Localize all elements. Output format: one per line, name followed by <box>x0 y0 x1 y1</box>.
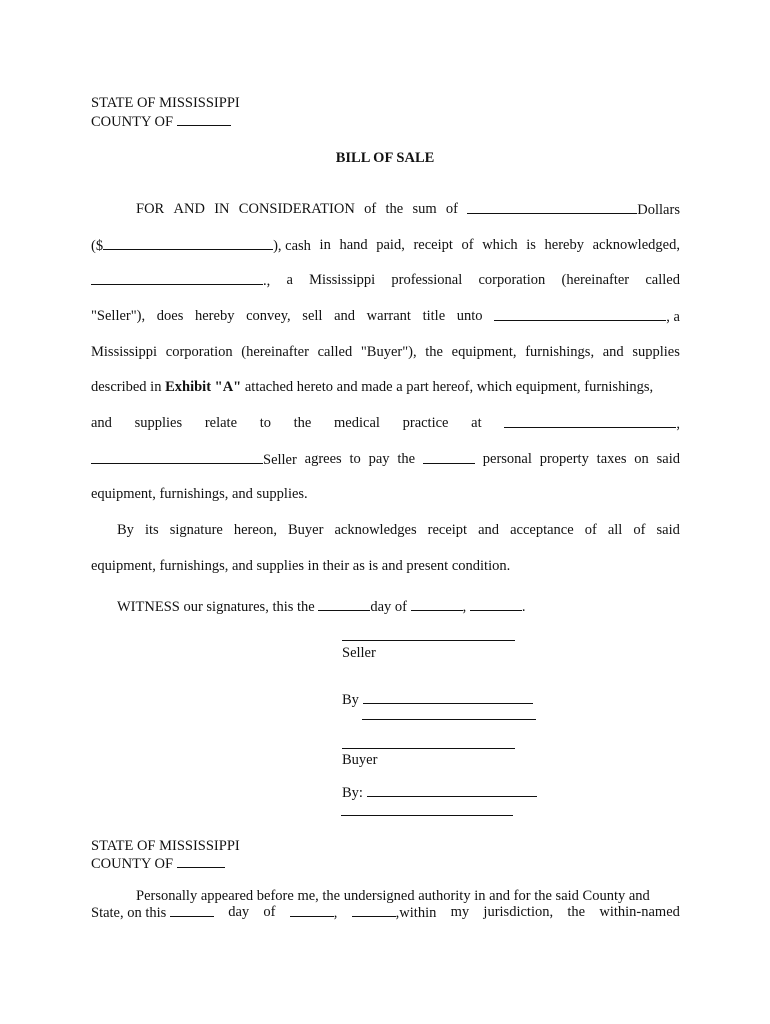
l2-w8: hereby <box>544 237 584 253</box>
l5-w9: supplies <box>632 344 680 360</box>
p2-w5: acknowledges <box>334 522 417 538</box>
body-line-4 <box>91 307 680 326</box>
l1-end: Dollars <box>637 202 680 218</box>
l3-w6: called <box>645 272 680 288</box>
notary-month-blank[interactable] <box>290 903 334 917</box>
l8-w7: taxes <box>596 451 627 467</box>
l3-w1: a <box>286 272 293 288</box>
l4-end: , a <box>666 309 680 325</box>
l4-w7: title <box>422 308 446 324</box>
l2-w7: is <box>526 237 536 253</box>
l3-w2: Mississippi <box>309 272 376 288</box>
tax-year-blank[interactable] <box>423 450 475 464</box>
l8-w0: Seller <box>263 452 297 468</box>
l4-w4: sell <box>302 308 323 324</box>
p2-w6: receipt <box>427 522 468 538</box>
l7-w4: the <box>293 415 312 431</box>
witness-a: WITNESS our signatures, this the <box>117 599 315 615</box>
l7-w3: to <box>259 415 271 431</box>
document-title: BILL OF SALE <box>335 150 435 166</box>
n2-w8: within-named <box>599 904 680 920</box>
buyer-signature-line[interactable] <box>342 748 515 749</box>
l7-w2: relate <box>204 415 238 431</box>
p2-w8: acceptance <box>510 522 574 538</box>
p2-w4: Buyer <box>287 522 324 538</box>
buyer-name-blank[interactable] <box>494 307 666 321</box>
buyer-title-line[interactable] <box>341 815 513 816</box>
seller-by-row <box>342 690 533 709</box>
l8-w8: on <box>634 451 649 467</box>
p2-w7: and <box>478 522 500 538</box>
l1-w5: the <box>385 201 404 217</box>
n2-w1: day <box>228 904 250 920</box>
body-line-2 <box>91 236 680 255</box>
body-line-6 <box>91 378 653 396</box>
l2-w6: which <box>482 237 518 253</box>
witness-c: , <box>462 599 467 615</box>
buyer-by-row <box>342 783 537 802</box>
p2-w10: all <box>607 522 623 538</box>
l6-a: described in <box>91 379 162 395</box>
l1-w2: IN <box>214 201 230 217</box>
p2-w0: By <box>117 522 134 538</box>
buyer-label: Buyer <box>342 752 378 768</box>
l6-b: attached hereto and made a part hereof, which equipment, furnishings, <box>244 379 654 395</box>
seller-by-blank[interactable] <box>363 690 533 704</box>
l1-w3: CONSIDERATION <box>238 201 355 217</box>
l7-w7: at <box>471 415 482 431</box>
l5-w1: corporation <box>165 344 233 360</box>
l5-w3: called <box>317 344 353 360</box>
l4-w6: warrant <box>366 308 411 324</box>
l8-w1: agrees <box>304 451 342 467</box>
seller-label: Seller <box>342 645 376 661</box>
l1-w6: sum <box>412 201 437 217</box>
l8-w2: to <box>349 451 361 467</box>
l7-end: , <box>676 416 680 432</box>
n2-w4: ,within <box>395 905 437 921</box>
header-state: STATE OF MISSISSIPPI <box>91 95 240 111</box>
l5-w6: equipment, <box>451 344 517 360</box>
buyer-by-blank[interactable] <box>367 783 537 797</box>
l2-w9: acknowledged, <box>592 237 680 253</box>
buyer-by-label: By: <box>342 785 363 801</box>
witness-d: . <box>521 599 526 615</box>
l5-w4: "Buyer"), <box>360 344 417 360</box>
l7-w6: practice <box>402 415 449 431</box>
l1-w1: AND <box>173 201 205 217</box>
l3-w0: ., <box>263 273 271 289</box>
l3-w4: corporation <box>478 272 546 288</box>
l4-w1: does <box>156 308 184 324</box>
notary-year-blank[interactable] <box>352 903 396 917</box>
l5-w7: furnishings, <box>525 344 595 360</box>
seller-signature-line[interactable] <box>342 640 515 641</box>
notary-day-blank[interactable] <box>170 903 214 917</box>
l5-w2: (hereinafter <box>241 344 309 360</box>
para2-line-1 <box>117 521 680 539</box>
body-line-5 <box>91 343 680 361</box>
p2-w9: of <box>584 522 597 538</box>
p2-w1: its <box>144 522 159 538</box>
body-line-7 <box>91 414 680 433</box>
notary-county-label: COUNTY OF <box>91 856 174 872</box>
n2-w3: , <box>333 905 338 921</box>
n2-w6: jurisdiction, <box>483 904 554 920</box>
witness-day-blank[interactable] <box>318 597 370 611</box>
l8-w3: pay <box>368 451 390 467</box>
witness-year-blank[interactable] <box>470 597 522 611</box>
n2-w2: of <box>263 904 276 920</box>
p2-w3: hereon, <box>233 522 277 538</box>
l1-w7: of <box>445 201 458 217</box>
l4-w3: convey, <box>246 308 291 324</box>
practice-location-blank[interactable] <box>504 414 676 428</box>
l5-w8: and <box>602 344 624 360</box>
l4-w5: and <box>334 308 356 324</box>
l4-w2: hereby <box>195 308 235 324</box>
sum-amount-blank[interactable] <box>103 236 273 250</box>
county-blank[interactable] <box>177 112 231 126</box>
body-line-1 <box>136 200 680 219</box>
sum-words-blank[interactable] <box>467 200 637 214</box>
l7-w5: medical <box>334 415 380 431</box>
l7-w1: supplies <box>134 415 183 431</box>
l2-w5: of <box>461 237 474 253</box>
l4-w0: "Seller"), <box>91 308 146 324</box>
n2-w0: State, on this <box>91 905 167 921</box>
p2-w11: of <box>633 522 646 538</box>
witness-line <box>117 597 526 616</box>
seller-title-line[interactable] <box>362 719 536 720</box>
witness-month-blank[interactable] <box>411 597 463 611</box>
l3-w5: (hereinafter <box>561 272 630 288</box>
para2-line-2: equipment, furnishings, and supplies in their as is and present condition. <box>91 558 511 574</box>
l2-w2: hand <box>339 237 368 253</box>
location-cont-blank[interactable] <box>91 450 263 464</box>
exhibit-a-ref: Exhibit "A" <box>165 379 242 395</box>
notary-county-blank[interactable] <box>177 854 225 868</box>
body-line-8 <box>91 450 680 469</box>
notary-county <box>91 854 225 873</box>
l8-w9: said <box>656 451 680 467</box>
l8-w5: personal <box>482 451 532 467</box>
l8-w4: the <box>397 451 416 467</box>
n2-w5: my <box>450 904 470 920</box>
seller-name-blank[interactable] <box>91 271 263 285</box>
l1-w0: FOR <box>136 201 165 217</box>
l8-w6: property <box>539 451 589 467</box>
l7-w0: and <box>91 415 112 431</box>
l2-w4: receipt <box>413 237 453 253</box>
p2-w12: said <box>656 522 680 538</box>
notary-state: STATE OF MISSISSIPPI <box>91 838 240 854</box>
l2-w1: in <box>319 237 331 253</box>
p2-w2: signature <box>169 522 223 538</box>
body-line-3 <box>91 271 680 290</box>
n2-w7: the <box>567 904 586 920</box>
l2-w0: ), cash <box>273 238 311 254</box>
l5-w0: Mississippi <box>91 344 158 360</box>
body-line-9: equipment, furnishings, and supplies. <box>91 486 308 502</box>
notary-line-1: Personally appeared before me, the undersigned authority in and for the said County and <box>136 888 650 904</box>
header-county-label: COUNTY OF <box>91 114 174 130</box>
l1-w4: of <box>364 201 377 217</box>
seller-by-label: By <box>342 692 359 708</box>
witness-b: day of <box>370 599 408 615</box>
l5-w5: the <box>425 344 443 360</box>
header-county <box>91 112 231 131</box>
l2-start: ($ <box>91 238 104 254</box>
l2-w3: paid, <box>376 237 405 253</box>
notary-line-2 <box>91 903 680 922</box>
l3-w3: professional <box>391 272 463 288</box>
l4-w8: unto <box>456 308 483 324</box>
